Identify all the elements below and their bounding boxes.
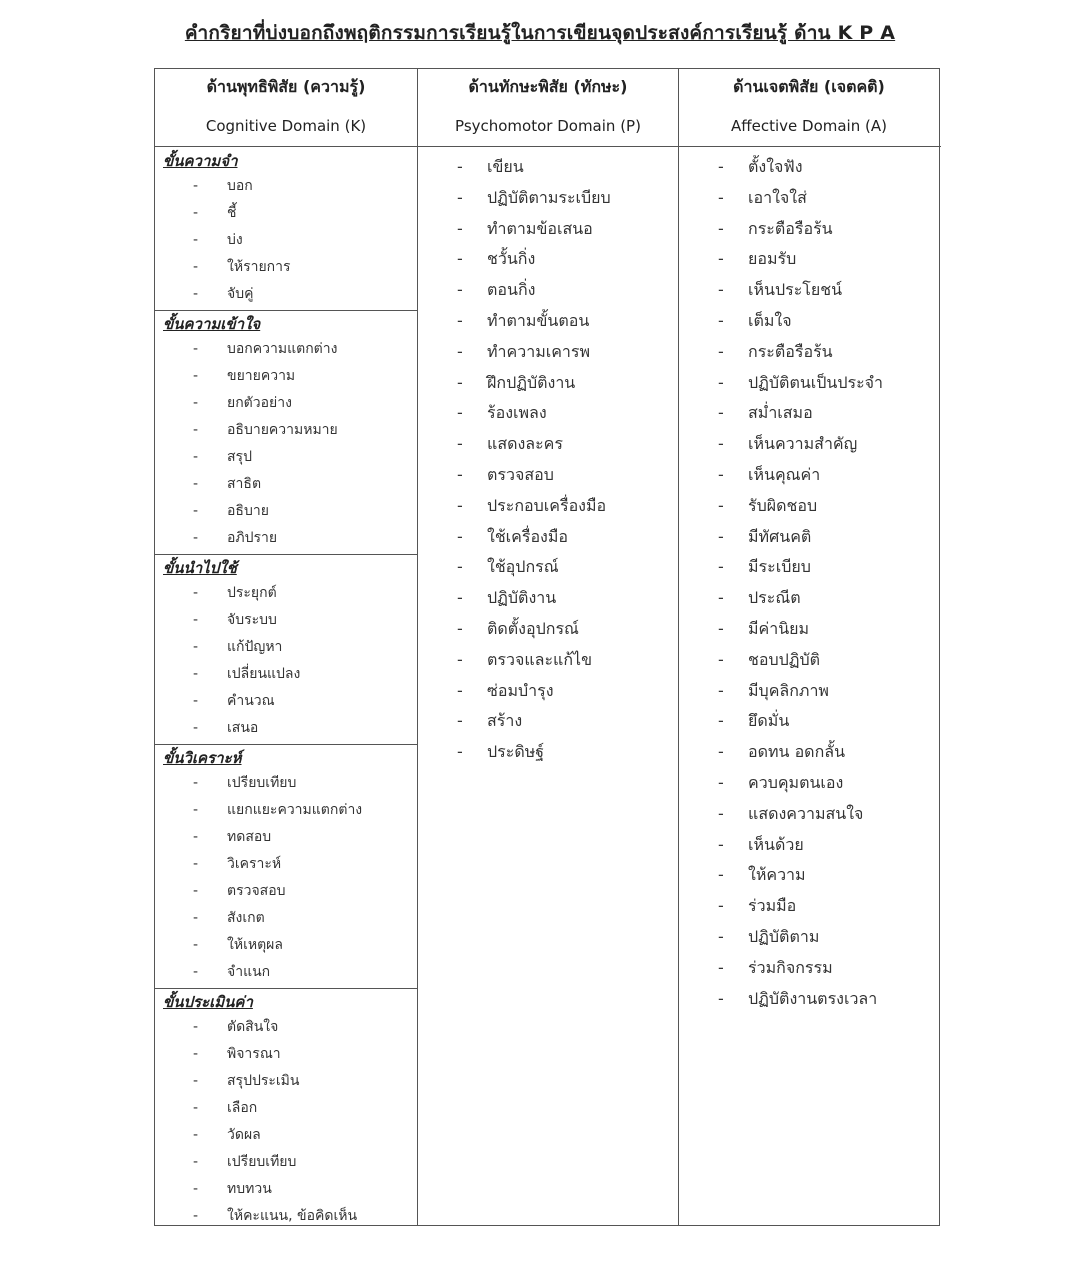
bullet-dash: -	[718, 495, 724, 515]
section-divider	[155, 310, 417, 311]
list-item	[457, 186, 611, 211]
page-title: คำกริยาที่บ่งบอกถึงพฤติกรรมการเรียนรู้ในการเขียนจุดประสงค์การเรียนรู้ ด้าน K P A	[184, 22, 896, 44]
bullet-dash: -	[193, 1100, 199, 1116]
bullet-dash: -	[193, 449, 199, 465]
bullet-dash: -	[193, 259, 199, 275]
list-item-text: ตรวจและแก้ไข	[487, 649, 593, 669]
bullet-dash: -	[457, 341, 463, 361]
bullet-dash: -	[457, 249, 463, 269]
bullet-dash: -	[193, 286, 199, 302]
bullet-dash: -	[457, 372, 463, 392]
list-item	[718, 648, 820, 673]
bullet-dash: -	[718, 187, 724, 207]
cognitive-section-title: ขั้นวิเคราะห์	[163, 749, 242, 767]
column-divider	[417, 69, 418, 1225]
list-item-text: รับผิดชอบ	[748, 495, 818, 515]
list-item	[718, 432, 857, 457]
list-item	[718, 740, 845, 765]
list-item	[718, 155, 803, 180]
bullet-dash: -	[457, 680, 463, 700]
cognitive-header-english: Cognitive Domain (K)	[205, 117, 367, 135]
bullet-dash: -	[718, 649, 724, 669]
list-item-text: อภิปราย	[227, 530, 278, 546]
list-item	[457, 432, 563, 457]
list-item-text: วิเคราะห์	[227, 856, 282, 872]
list-item-text: เปลี่ยนแปลง	[227, 666, 301, 682]
bullet-dash: -	[193, 1073, 199, 1089]
list-item	[193, 690, 275, 712]
list-item	[718, 833, 804, 858]
list-item	[193, 826, 271, 848]
list-item-text: ซ่อมบำรุง	[487, 680, 554, 700]
list-item	[718, 278, 842, 303]
list-item-text: ตรวจสอบ	[227, 883, 286, 899]
list-item-text: สาธิต	[227, 476, 262, 492]
list-item	[718, 987, 877, 1012]
psychomotor-header-english: Psychomotor Domain (P)	[455, 117, 641, 135]
list-item-text: สรุปประเมิน	[227, 1073, 300, 1089]
list-item-text: ปฏิบัติงาน	[487, 588, 557, 608]
bullet-dash: -	[457, 403, 463, 423]
cognitive-section-title: ขั้นประเมินค่า	[163, 993, 253, 1011]
list-item-text: วัดผล	[227, 1127, 261, 1143]
list-item-text: ยอมรับ	[748, 249, 797, 269]
list-item	[457, 463, 554, 488]
list-item-text: เลือก	[227, 1100, 258, 1116]
list-item-text: ให้รายการ	[227, 259, 291, 275]
bullet-dash: -	[718, 249, 724, 269]
bullet-dash: -	[457, 187, 463, 207]
list-item	[193, 256, 291, 278]
list-item-text: ทำตามขั้นตอน	[487, 311, 590, 330]
list-item	[193, 202, 237, 224]
list-item	[193, 446, 252, 468]
bullet-dash: -	[193, 1127, 199, 1143]
list-item	[718, 371, 883, 396]
list-item-text: ปฏิบัติตนเป็นประจำ	[748, 372, 884, 392]
bullet-dash: -	[193, 964, 199, 980]
bullet-dash: -	[718, 619, 724, 638]
list-item-text: สม่ำเสมอ	[748, 403, 813, 423]
bullet-dash: -	[718, 526, 724, 546]
list-item	[457, 648, 592, 673]
list-item	[193, 1097, 257, 1119]
bullet-dash: -	[193, 232, 199, 248]
list-item	[457, 494, 606, 519]
bullet-dash: -	[718, 680, 724, 700]
list-item-text: ร้องเพลง	[487, 403, 547, 423]
list-item-text: เห็นคุณค่า	[748, 465, 821, 484]
bullet-dash: -	[718, 773, 724, 792]
list-item	[193, 961, 270, 983]
list-item	[718, 771, 843, 796]
bullet-dash: -	[193, 802, 199, 818]
bullet-dash: -	[193, 1019, 199, 1035]
list-item	[193, 500, 269, 522]
list-item-text: ตอนกิ่ง	[487, 280, 536, 300]
list-item	[193, 419, 338, 441]
list-item	[718, 340, 833, 365]
list-item	[457, 679, 554, 704]
bullet-dash: -	[457, 711, 463, 731]
list-item	[193, 338, 337, 360]
list-item	[193, 717, 258, 739]
list-item	[457, 217, 593, 242]
list-item	[193, 1151, 296, 1173]
list-item-text: ปฏิบัติตาม	[748, 927, 820, 946]
bullet-dash: -	[193, 1181, 199, 1197]
list-item	[718, 679, 829, 704]
list-item-text: ควบคุมตนเอง	[748, 773, 844, 792]
list-item	[193, 934, 283, 956]
list-item	[718, 247, 796, 272]
bullet-dash: -	[193, 476, 199, 492]
section-divider	[155, 744, 417, 745]
list-item	[457, 525, 568, 550]
bullet-dash: -	[193, 937, 199, 953]
list-item-text: เสนอ	[227, 720, 259, 736]
header-divider	[155, 146, 941, 147]
list-item	[457, 709, 522, 734]
list-item	[718, 217, 833, 242]
list-item-text: แยกแยะความแตกต่าง	[227, 802, 363, 818]
cognitive-section-title: ขั้นความเข้าใจ	[163, 315, 261, 333]
column-divider	[678, 69, 679, 1225]
list-item-text: บอกความแตกต่าง	[227, 341, 338, 357]
list-item	[718, 586, 801, 611]
list-item-text: ชี้	[227, 205, 237, 221]
list-item-text: เขียน	[487, 157, 524, 176]
cognitive-section-title: ขั้นความจำ	[163, 152, 238, 170]
list-item	[193, 880, 286, 902]
bullet-dash: -	[193, 639, 199, 655]
bullet-dash: -	[193, 178, 199, 194]
bullet-dash: -	[457, 557, 463, 577]
list-item	[193, 772, 296, 794]
list-item	[193, 283, 253, 305]
list-item	[193, 365, 295, 387]
list-item	[193, 1070, 299, 1092]
list-item	[457, 247, 535, 272]
list-item-text: จับระบบ	[227, 612, 277, 628]
list-item	[457, 555, 559, 580]
bullet-dash: -	[718, 341, 724, 361]
bullet-dash: -	[718, 403, 724, 423]
bullet-dash: -	[193, 883, 199, 899]
list-item-text: ปฏิบัติงานตรงเวลา	[748, 988, 878, 1008]
cognitive-header-thai: ด้านพุทธิพิสัย (ความรู้)	[206, 77, 366, 96]
list-item-text: มีบุคลิกภาพ	[748, 680, 829, 700]
affective-header-thai: ด้านเจตพิสัย (เจตคติ)	[733, 77, 885, 96]
bullet-dash: -	[457, 588, 463, 608]
list-item	[193, 636, 282, 658]
list-item-text: บ่ง	[227, 232, 243, 248]
affective-header-english: Affective Domain (A)	[731, 117, 887, 135]
bullet-dash: -	[193, 585, 199, 601]
list-item-text: แก้ปัญหา	[227, 639, 283, 655]
list-item-text: เปรียบเทียบ	[227, 775, 297, 791]
list-item-text: มีระเบียบ	[748, 557, 811, 577]
list-item-text: แสดงละคร	[487, 434, 563, 454]
list-item	[193, 392, 292, 414]
list-item-text: ทดสอบ	[227, 829, 272, 845]
list-item-text: ปฏิบัติตามระเบียบ	[487, 187, 611, 207]
list-item	[718, 494, 817, 519]
bullet-dash: -	[193, 205, 199, 221]
bullet-dash: -	[718, 803, 724, 823]
list-item-text: สร้าง	[487, 711, 523, 731]
bullet-dash: -	[193, 775, 199, 791]
list-item	[718, 925, 819, 950]
list-item-text: จำแนก	[227, 964, 271, 980]
bullet-dash: -	[193, 341, 199, 357]
list-item-text: มีทัศนคติ	[748, 526, 812, 546]
bullet-dash: -	[193, 612, 199, 628]
list-item	[457, 309, 589, 334]
list-item	[193, 663, 300, 685]
list-item	[718, 956, 833, 981]
list-item	[193, 473, 261, 495]
list-item	[718, 309, 792, 334]
bullet-dash: -	[193, 1208, 199, 1224]
list-item-text: พิจารณา	[227, 1046, 281, 1062]
list-item	[457, 401, 547, 426]
list-item-text: บอก	[227, 178, 253, 194]
bullet-dash: -	[193, 1046, 199, 1062]
list-item-text: ประยุกต์	[227, 585, 277, 601]
list-item	[718, 525, 811, 550]
list-item	[193, 799, 362, 821]
list-item-text: มีค่านิยม	[748, 619, 810, 638]
list-item-text: ทำตามข้อเสนอ	[487, 218, 593, 238]
bullet-dash: -	[193, 856, 199, 872]
bullet-dash: -	[193, 503, 199, 519]
bullet-dash: -	[457, 434, 463, 454]
list-item-text: ชอบปฏิบัติ	[748, 649, 821, 669]
list-item	[718, 709, 789, 734]
list-item	[193, 853, 281, 875]
list-item-text: กระตือรือร้น	[748, 218, 833, 238]
list-item-text: ร่วมมือ	[748, 896, 797, 916]
section-divider	[155, 988, 417, 989]
bullet-dash: -	[193, 693, 199, 709]
list-item-text: ให้ความ	[748, 865, 806, 885]
list-item-text: ตัดสินใจ	[227, 1019, 279, 1035]
list-item-text: ร่วมกิจกรรม	[748, 957, 833, 977]
list-item-text: ให้เหตุผล	[227, 937, 283, 953]
list-item	[457, 617, 579, 642]
list-item-text: ใช้อุปกรณ์	[487, 557, 559, 577]
bullet-dash: -	[193, 720, 199, 736]
list-item-text: ยกตัวอย่าง	[227, 395, 292, 411]
bullet-dash: -	[718, 280, 724, 300]
bullet-dash: -	[718, 957, 724, 977]
list-item	[193, 229, 243, 251]
list-item-text: ใช้เครื่องมือ	[487, 526, 569, 546]
bullet-dash: -	[718, 834, 724, 854]
cognitive-section-title: ขั้นนำไปใช้	[163, 559, 237, 577]
list-item	[193, 1016, 278, 1038]
bullet-dash: -	[457, 280, 463, 300]
bullet-dash: -	[718, 465, 724, 484]
bullet-dash: -	[457, 465, 463, 484]
list-item	[193, 527, 277, 549]
list-item	[193, 582, 277, 604]
list-item-text: จับคู่	[227, 286, 254, 302]
list-item	[193, 1043, 281, 1065]
bullet-dash: -	[718, 896, 724, 916]
bullet-dash: -	[193, 829, 199, 845]
list-item	[457, 340, 590, 365]
list-item-text: เปรียบเทียบ	[227, 1154, 297, 1170]
list-item-text: เห็นความสำคัญ	[748, 434, 858, 454]
bullet-dash: -	[457, 526, 463, 546]
bullet-dash: -	[457, 742, 463, 762]
list-item-text: ชวั้นกิ่ง	[487, 249, 536, 269]
bullet-dash: -	[193, 422, 199, 438]
psychomotor-header-thai: ด้านทักษะพิสัย (ทักษะ)	[468, 77, 628, 96]
list-item	[457, 155, 524, 180]
list-item	[718, 401, 813, 426]
bullet-dash: -	[718, 588, 724, 608]
list-item-text: ทำความเคารพ	[487, 341, 591, 361]
list-item-text: ฝึกปฏิบัติงาน	[487, 372, 576, 392]
list-item-text: ทบทวน	[227, 1181, 272, 1197]
list-item	[193, 1124, 261, 1146]
list-item-text: สังเกต	[227, 910, 265, 926]
list-item	[193, 175, 253, 197]
list-item-text: อธิบายความหมาย	[227, 422, 338, 438]
list-item-text: อธิบาย	[227, 503, 269, 519]
list-item	[718, 555, 811, 580]
list-item-text: เอาใจใส่	[748, 187, 807, 207]
list-item-text: ประดิษฐ์	[487, 742, 545, 762]
bullet-dash: -	[718, 157, 724, 176]
bullet-dash: -	[718, 218, 724, 238]
list-item	[193, 609, 277, 631]
bullet-dash: -	[457, 619, 463, 638]
list-item	[457, 371, 575, 396]
list-item-text: แสดงความสนใจ	[748, 803, 864, 823]
bullet-dash: -	[718, 742, 724, 762]
bullet-dash: -	[718, 711, 724, 731]
bullet-dash: -	[457, 218, 463, 238]
list-item	[457, 740, 544, 765]
bullet-dash: -	[457, 495, 463, 515]
list-item-text: เห็นด้วย	[748, 834, 804, 854]
list-item	[718, 617, 809, 642]
list-item	[718, 802, 863, 827]
bullet-dash: -	[718, 311, 724, 330]
bullet-dash: -	[193, 666, 199, 682]
list-item-text: ขยายความ	[227, 368, 296, 384]
list-item-text: คำนวณ	[227, 693, 275, 709]
bullet-dash: -	[718, 927, 724, 946]
list-item-text: ประกอบเครื่องมือ	[487, 495, 607, 515]
bullet-dash: -	[718, 988, 724, 1008]
list-item-text: สรุป	[227, 449, 252, 465]
list-item-text: อดทน อดกลั้น	[748, 742, 845, 762]
list-item-text: เห็นประโยชน์	[748, 280, 843, 300]
bullet-dash: -	[193, 368, 199, 384]
bullet-dash: -	[718, 557, 724, 577]
bullet-dash: -	[718, 372, 724, 392]
bullet-dash: -	[718, 434, 724, 454]
list-item-text: ตั้งใจฟัง	[748, 157, 803, 176]
list-item-text: เต็มใจ	[748, 311, 792, 330]
list-item-text: ให้คะแนน, ข้อคิดเห็น	[227, 1208, 358, 1224]
list-item	[457, 586, 556, 611]
bullet-dash: -	[193, 530, 199, 546]
list-item	[718, 863, 806, 888]
bullet-dash: -	[457, 157, 463, 176]
bullet-dash: -	[193, 395, 199, 411]
list-item-text: ยึดมั่น	[748, 711, 790, 731]
bullet-dash: -	[718, 865, 724, 885]
bullet-dash: -	[193, 1154, 199, 1170]
list-item	[718, 186, 807, 211]
list-item	[193, 907, 265, 929]
list-item	[718, 894, 796, 919]
list-item-text: ประณีต	[748, 588, 801, 608]
bullet-dash: -	[457, 311, 463, 330]
list-item	[193, 1205, 357, 1227]
bullet-dash: -	[193, 910, 199, 926]
section-divider	[155, 554, 417, 555]
list-item	[193, 1178, 272, 1200]
list-item-text: ตรวจสอบ	[487, 465, 554, 484]
kpa-table	[154, 68, 940, 1226]
list-item	[718, 463, 820, 488]
list-item-text: กระตือรือร้น	[748, 341, 833, 361]
list-item-text: ติดตั้งอุปกรณ์	[487, 619, 579, 638]
list-item	[457, 278, 535, 303]
bullet-dash: -	[457, 649, 463, 669]
